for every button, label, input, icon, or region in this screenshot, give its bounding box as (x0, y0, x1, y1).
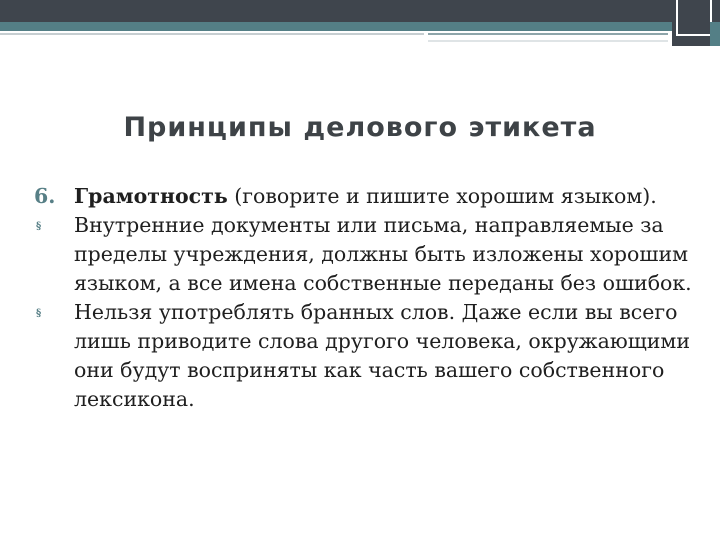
list-item (34, 182, 704, 211)
header-corner-teal (710, 22, 720, 46)
item-bold-term: Грамотность (74, 184, 228, 208)
item-text: (говорите и пишите хорошим языком). (227, 184, 657, 208)
header-thin-line-mid-lower (428, 40, 668, 42)
header-dark-band (0, 0, 720, 22)
header-thin-line-mid (428, 33, 668, 35)
item-text: Нельзя употреблять бранных слов. Даже если вы всего лишь приводите слова другого человека, окружающими они будут восприняты как часть вашего собственного лексикона. (74, 300, 691, 411)
bullet-icon: § (36, 221, 42, 232)
header-teal-band (0, 22, 720, 31)
bullet-icon: § (36, 308, 42, 319)
item-text: Внутренние документы или письма, направляемые за пределы учреждения, должны быть изложены хорошим языком, а все имена собственные переданы без ошибок. (74, 213, 692, 295)
header-thin-line-left (0, 33, 424, 35)
slide-content (34, 182, 704, 414)
slide-title: Принципы делового этикета (123, 112, 597, 143)
numbered-marker: 6. (34, 184, 56, 208)
list-item (34, 298, 704, 414)
list-item (34, 211, 704, 298)
header-corner-frame (676, 0, 712, 36)
